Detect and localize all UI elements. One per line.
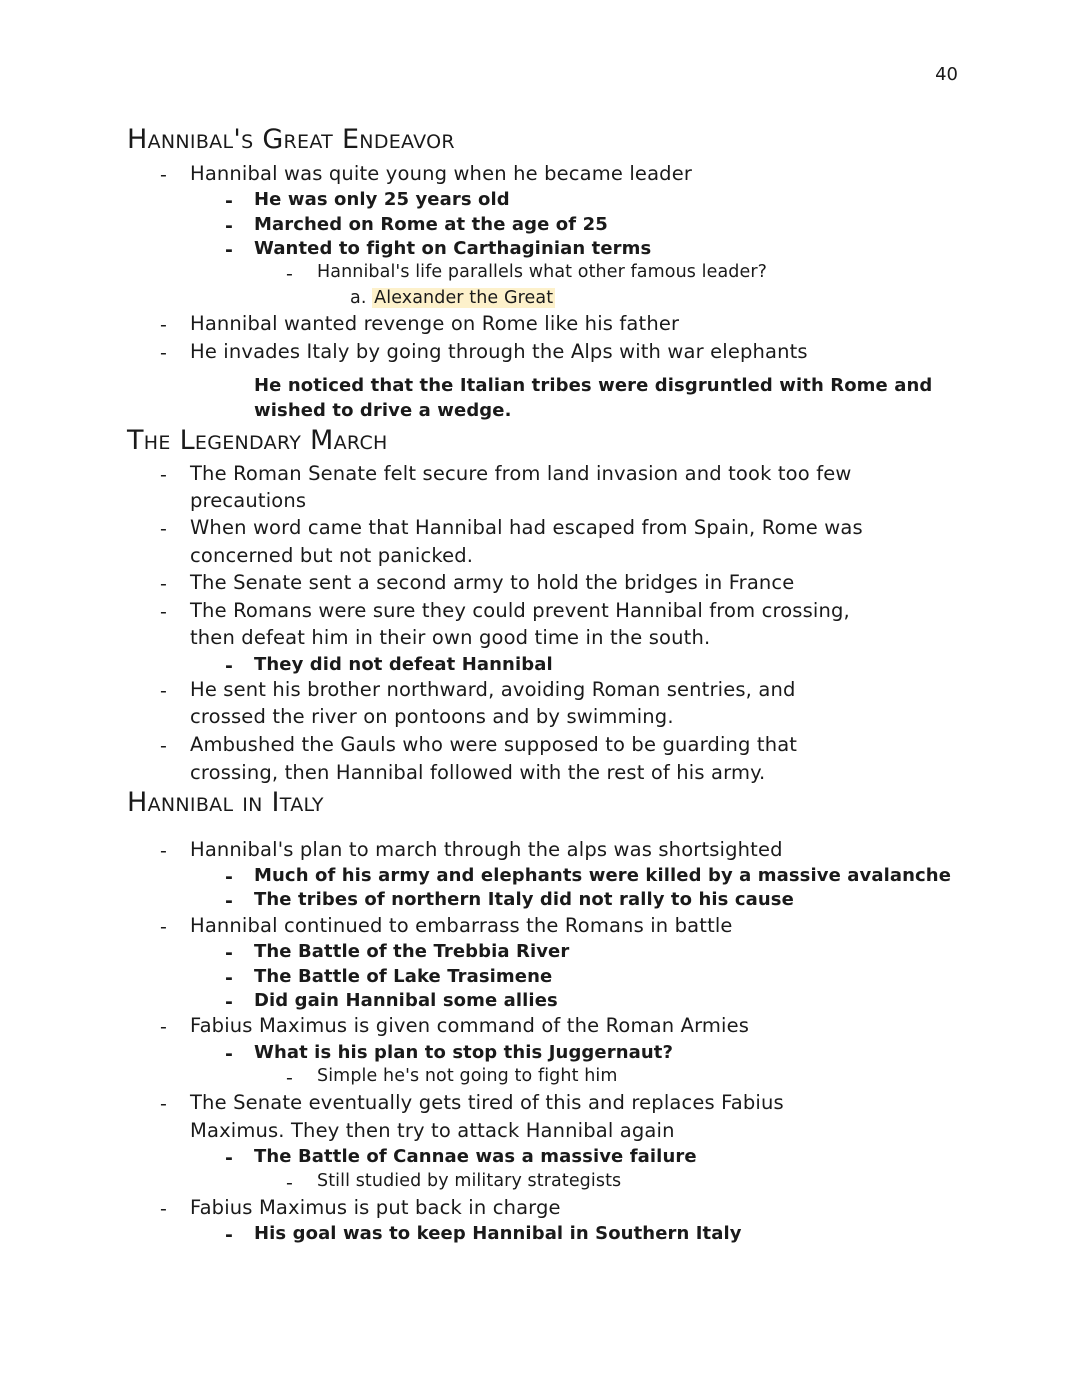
list-marker: a. bbox=[350, 288, 367, 308]
list-item-continued: crossed the river on pontoons and by swimming. bbox=[190, 705, 674, 728]
bullet-dash: - bbox=[160, 164, 167, 186]
list-item: The tribes of northern Italy did not rally to his cause bbox=[254, 889, 794, 910]
bullet-dash: - bbox=[160, 680, 167, 702]
bullet-dash: - bbox=[286, 263, 293, 285]
bullet-dash: - bbox=[225, 942, 233, 964]
list-item-continued: Maximus. They then try to attack Hannibal again bbox=[190, 1119, 675, 1142]
bullet-dash: - bbox=[225, 239, 233, 261]
list-item: Marched on Rome at the age of 25 bbox=[254, 214, 608, 235]
bullet-dash: - bbox=[160, 1093, 167, 1115]
list-item: Did gain Hannibal some allies bbox=[254, 990, 558, 1011]
bullet-dash: - bbox=[225, 1043, 233, 1065]
bullet-dash: - bbox=[160, 518, 167, 540]
bullet-dash: - bbox=[160, 573, 167, 595]
bullet-dash: - bbox=[225, 890, 233, 912]
list-item-continued: precautions bbox=[190, 489, 307, 512]
bullet-dash: - bbox=[286, 1067, 293, 1089]
bullet-dash: - bbox=[225, 866, 233, 888]
list-item: The Battle of Cannae was a massive failure bbox=[254, 1146, 697, 1167]
list-item: Hannibal wanted revenge on Rome like his father bbox=[190, 312, 680, 335]
bullet-dash: - bbox=[160, 601, 167, 623]
section-heading: The Legendary March bbox=[127, 425, 388, 456]
bullet-dash: - bbox=[160, 1198, 167, 1220]
list-item: Still studied by military strategists bbox=[317, 1171, 622, 1191]
list-item bbox=[350, 288, 555, 308]
bullet-dash: - bbox=[160, 735, 167, 757]
bullet-dash: - bbox=[225, 1224, 233, 1246]
list-item: They did not defeat Hannibal bbox=[254, 654, 553, 675]
list-item: Hannibal continued to embarrass the Romans in battle bbox=[190, 914, 733, 937]
bullet-dash: - bbox=[225, 991, 233, 1013]
note-line: wished to drive a wedge. bbox=[254, 400, 512, 421]
bullet-dash: - bbox=[286, 1172, 293, 1194]
list-item: The Battle of Lake Trasimene bbox=[254, 966, 553, 987]
list-item: Hannibal was quite young when he became leader bbox=[190, 162, 693, 185]
bullet-dash: - bbox=[225, 190, 233, 212]
bullet-dash: - bbox=[225, 967, 233, 989]
list-item: His goal was to keep Hannibal in Southern Italy bbox=[254, 1223, 742, 1244]
list-item-continued: then defeat him in their own good time in the south. bbox=[190, 626, 711, 649]
list-item: Wanted to fight on Carthaginian terms bbox=[254, 238, 652, 259]
bullet-dash: - bbox=[160, 464, 167, 486]
bullet-dash: - bbox=[160, 1016, 167, 1038]
list-item: Hannibal's plan to march through the alps was shortsighted bbox=[190, 838, 783, 861]
list-item: The Senate eventually gets tired of this and replaces Fabius bbox=[190, 1091, 784, 1114]
highlighted-answer: Alexander the Great bbox=[374, 288, 554, 308]
list-item: The Romans were sure they could prevent Hannibal from crossing, bbox=[190, 599, 850, 622]
list-item: Hannibal's life parallels what other famous leader? bbox=[317, 262, 768, 282]
list-item-continued: crossing, then Hannibal followed with the rest of his army. bbox=[190, 761, 766, 784]
bullet-dash: - bbox=[160, 342, 167, 364]
list-item: The Senate sent a second army to hold the bridges in France bbox=[190, 571, 795, 594]
bullet-dash: - bbox=[160, 840, 167, 862]
bullet-dash: - bbox=[225, 655, 233, 677]
list-item-continued: concerned but not panicked. bbox=[190, 544, 474, 567]
list-item: Fabius Maximus is given command of the Roman Armies bbox=[190, 1014, 750, 1037]
section-heading: Hannibal in Italy bbox=[127, 787, 324, 818]
list-item: The Roman Senate felt secure from land invasion and took too few bbox=[190, 462, 852, 485]
list-item: Simple he's not going to fight him bbox=[317, 1066, 618, 1086]
bullet-dash: - bbox=[160, 916, 167, 938]
list-item: Ambushed the Gauls who were supposed to be guarding that bbox=[190, 733, 798, 756]
bullet-dash: - bbox=[225, 1147, 233, 1169]
note-line: He noticed that the Italian tribes were disgruntled with Rome and bbox=[254, 375, 933, 396]
list-item: Much of his army and elephants were killed by a massive avalanche bbox=[254, 865, 952, 886]
section-heading: Hannibal's Great Endeavor bbox=[127, 124, 455, 155]
list-item: He invades Italy by going through the Alps with war elephants bbox=[190, 340, 808, 363]
list-item: The Battle of the Trebbia River bbox=[254, 941, 570, 962]
list-item: He sent his brother northward, avoiding Roman sentries, and bbox=[190, 678, 796, 701]
page-number: 40 bbox=[935, 64, 958, 85]
list-item: What is his plan to stop this Juggernaut? bbox=[254, 1042, 674, 1063]
list-item: Fabius Maximus is put back in charge bbox=[190, 1196, 561, 1219]
list-item: He was only 25 years old bbox=[254, 189, 510, 210]
bullet-dash: - bbox=[160, 314, 167, 336]
bullet-dash: - bbox=[225, 215, 233, 237]
list-item: When word came that Hannibal had escaped from Spain, Rome was bbox=[190, 516, 863, 539]
